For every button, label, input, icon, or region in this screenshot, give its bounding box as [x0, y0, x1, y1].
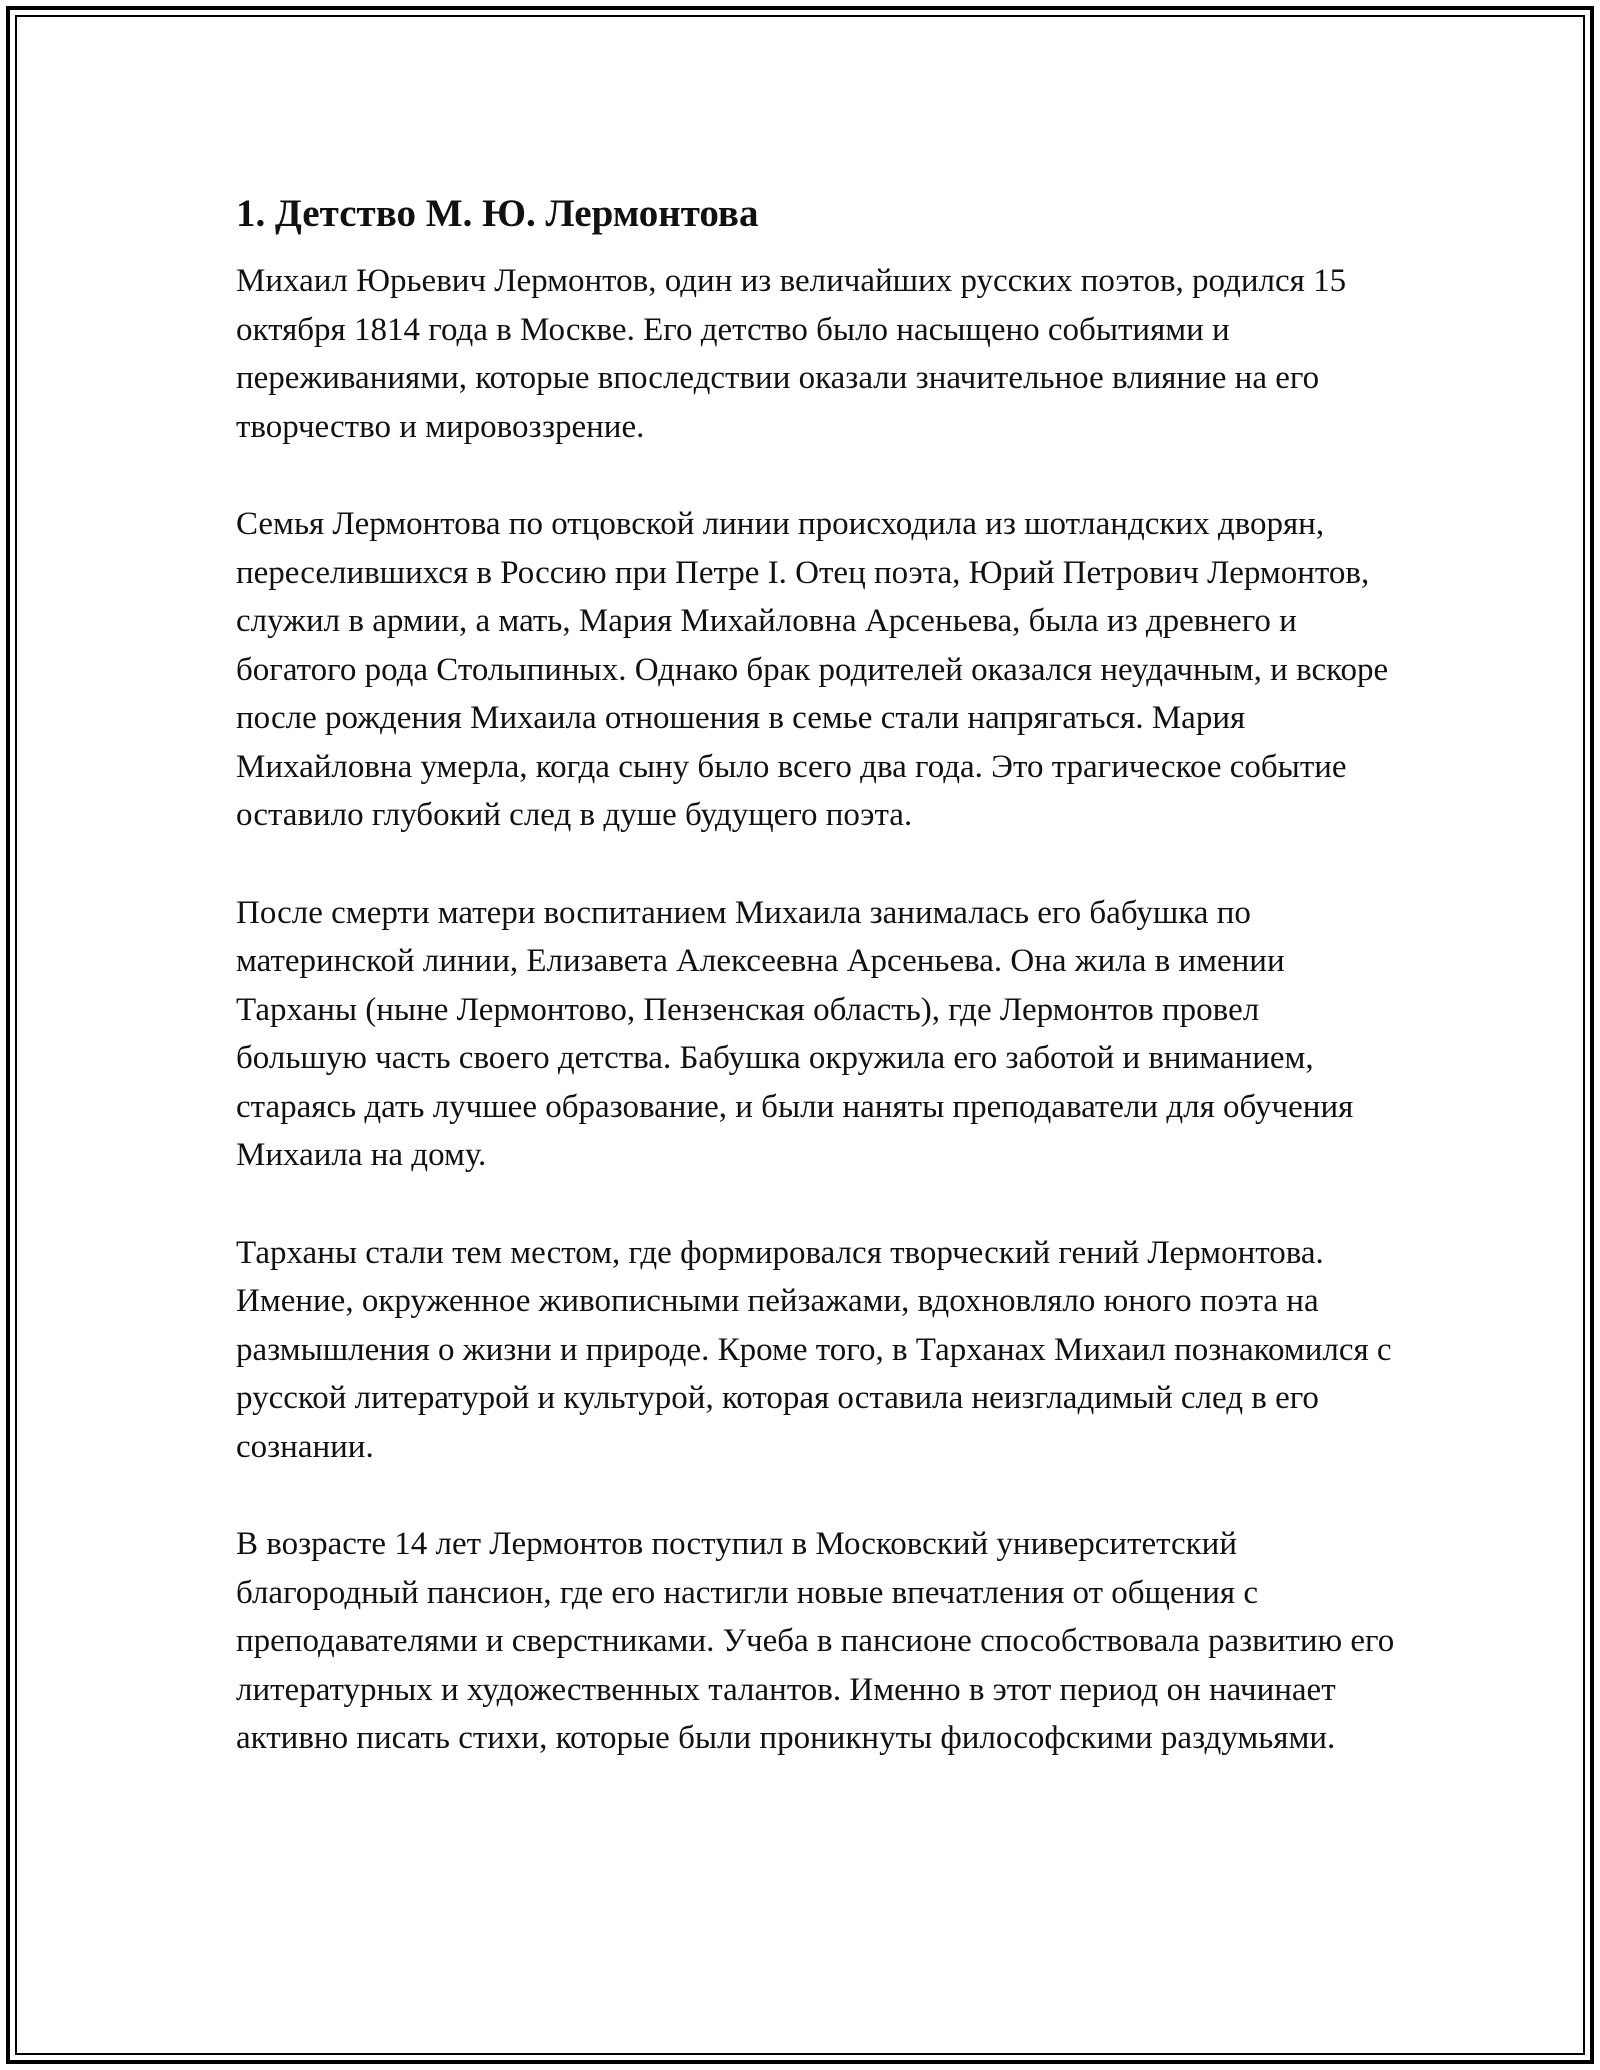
paragraph-4: Тарханы стали тем местом, где формировался творческий гений Лермонтова. Имение, окруженное живописными пейзажами, вдохновляло юного поэта на размышления о жизни и природе. Кроме того, в Тарханах Михаил познакомился с русской литературой и культурой, которая оставила неизгладимый след в его сознании.	[236, 1234, 1392, 1465]
paragraph-3: После смерти матери воспитанием Михаила занималась его бабушка по материнской линии, Елизавета Алексеевна Арсеньева. Она жила в имении Тарханы (ныне Лермонтово, Пензенская область), где Лермонтов провел большую часть своего детства. Бабушка окружила его заботой и вниманием, стараясь дать лучшее образование, и были наняты преподаватели для обучения Михаила на дому.	[236, 894, 1354, 1173]
section-heading: 1. Детство М. Ю. Лермонтова	[236, 192, 759, 235]
paragraph-1: Михаил Юрьевич Лермонтов, один из величайших русских поэтов, родился 15 октября 1814 года в Москве. Его детство было насыщено событиями и переживаниями, которые впоследствии оказали значительное влияние на его творчество и мировоззрение.	[236, 263, 1347, 445]
document-body	[236, 186, 1396, 1812]
paragraph-5: В возрасте 14 лет Лермонтов поступил в Московский университетский благородный пансион, где его настигли новые впечатления от общения с преподавателями и сверстниками. Учеба в пансионе способствовала развитию его литературных и художественных талантов. Именно в этот период он начинает активно писать стихи, которые были проникнуты философскими раздумьями.	[236, 1526, 1395, 1756]
paragraph-2: Семья Лермонтова по отцовской линии происходила из шотландских дворян, переселившихся в Россию при Петре I. Отец поэта, Юрий Петрович Лермонтов, служил в армии, а мать, Мария Михайловна Арсеньева, была из древнего и богатого рода Столыпиных. Однако брак родителей оказался неудачным, и вскоре после рождения Михаила отношения в семье стали напрягаться. Мария Михайловна умерла, когда сыну было всего два года. Это трагическое событие оставило глубокий след в душе будущего поэта.	[236, 506, 1389, 833]
